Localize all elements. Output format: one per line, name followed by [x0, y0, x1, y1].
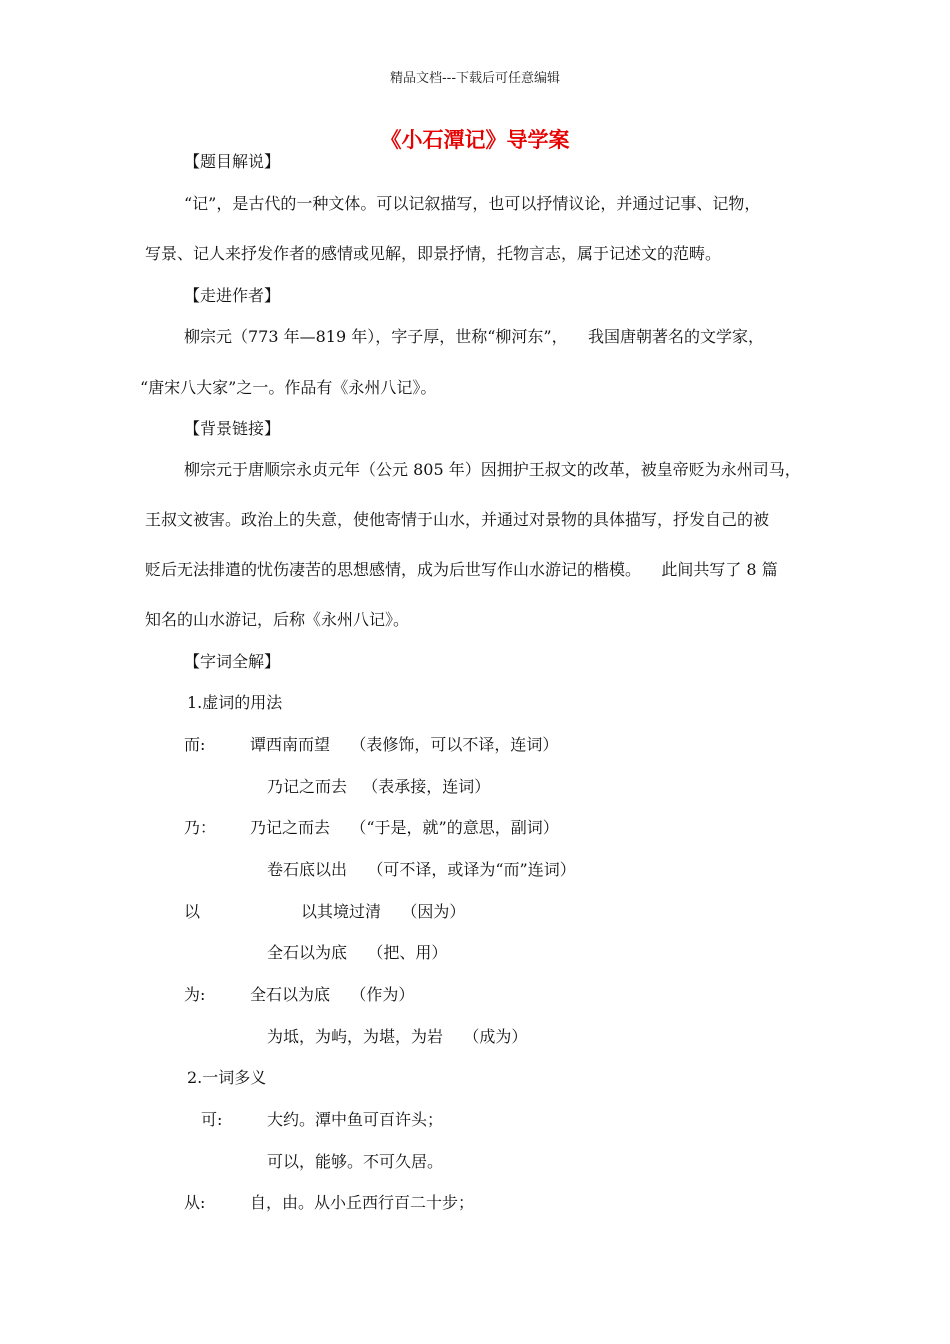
usage-line: 自，由。从小丘西行百二十步；	[250, 1193, 475, 1212]
paragraph-line: 贬后无法排遣的忧伤凄苦的思想感情，成为后世写作山水游记的楷模。 此间共写了 8 篇	[145, 560, 778, 579]
subheading-polysemy: 2.一词多义	[187, 1068, 267, 1087]
word-label-ke: 可:	[201, 1110, 223, 1129]
paragraph-line: 王叔文被害。政治上的失意，使他寄情于山水，并通过对景物的具体描写，抒发自己的被	[145, 510, 770, 529]
word-label-nai: 乃：	[184, 818, 217, 837]
usage-line: 大约。潭中鱼可百许头；	[267, 1110, 444, 1129]
section-heading-zcqj: 【字词全解】	[184, 652, 281, 671]
paragraph-line: 柳宗元（773 年—819 年），字子厚，世称“柳河东”， 我国唐朝著名的文学家，	[184, 327, 764, 346]
paragraph-line: 柳宗元于唐顺宗永贞元年（公元 805 年）因拥护王叔文的改革，被皇帝贬为永州司马，	[184, 460, 801, 479]
usage-line: 可以，能够。不可久居。	[267, 1152, 444, 1171]
word-label-er: 而:	[184, 735, 206, 754]
paragraph-line: “记”，是古代的一种文体。可以记叙描写，也可以抒情议论，并通过记事、记物，	[184, 194, 761, 213]
usage-line: 谭西南而望 （表修饰，可以不译，连词）	[250, 735, 559, 754]
paragraph-line: “唐宋八大家”之一。作品有《永州八记》。	[140, 378, 437, 397]
section-heading-tmjs: 【题目解说】	[184, 152, 281, 171]
usage-line: 全石以为底 （把、用）	[267, 943, 448, 962]
usage-line: 卷石底以出 （可不译，或译为“而”连词）	[267, 860, 576, 879]
usage-line: 乃记之而去 （表承接，连词）	[267, 777, 491, 796]
paragraph-line: 写景、记人来抒发作者的感情或见解，即景抒情，托物言志，属于记述文的范畴。	[145, 244, 722, 263]
paragraph-line: 知名的山水游记，后称《永州八记》。	[145, 610, 410, 629]
subheading-function-words: 1.虚词的用法	[187, 693, 283, 712]
word-label-yi: 以	[184, 902, 201, 921]
page-header: 精品文档---下载后可任意编辑	[389, 71, 561, 86]
usage-line: 全石以为底 （作为）	[250, 985, 415, 1004]
section-heading-bjlj: 【背景链接】	[184, 419, 281, 438]
usage-line: 以其境过清 （因为）	[301, 902, 466, 921]
section-heading-zjzz: 【走进作者】	[184, 286, 281, 305]
usage-line: 为坻，为屿，为堪，为岩 （成为）	[267, 1027, 528, 1046]
document-title: 《小石潭记》导学案	[380, 128, 570, 152]
word-label-wei: 为:	[184, 985, 206, 1004]
word-label-cong: 从:	[184, 1193, 206, 1212]
usage-line: 乃记之而去 （“于是，就”的意思，副词）	[250, 818, 559, 837]
